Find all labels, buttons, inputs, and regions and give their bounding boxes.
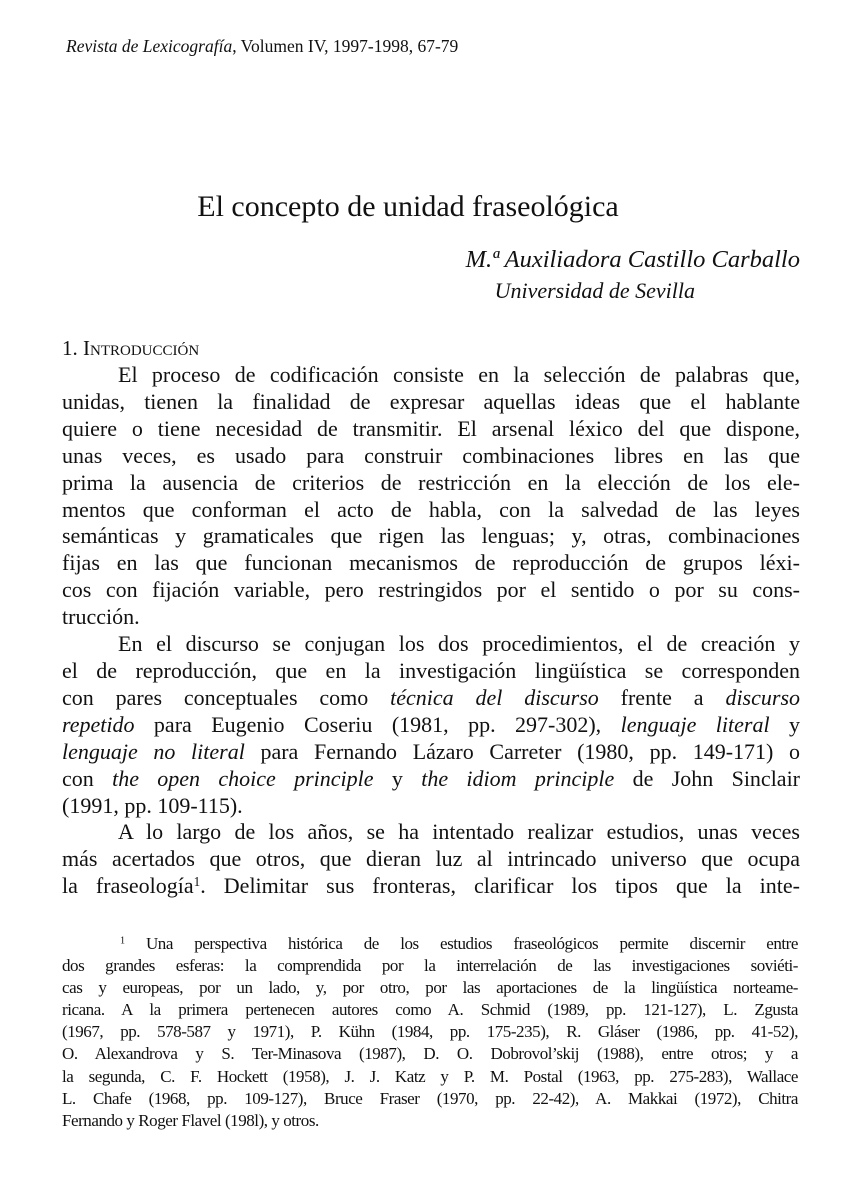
- text-line: [62, 955, 798, 977]
- text-run: dos grandes esferas: la comprendida por la interrelación de las investigaciones soviéti-: [62, 956, 798, 976]
- text-line: [62, 658, 800, 685]
- text-run: unidas, tienen la finalidad de expresar aquellas ideas que el hablante: [62, 388, 800, 414]
- text-run: trucción.: [62, 604, 140, 630]
- text-run: En el discurso se conjugan los dos procedimientos, el de creación y: [118, 631, 800, 657]
- text-line: [62, 470, 800, 497]
- text-run: ricana. A la primera pertenecen autores como A. Schmid (1989, pp. 121-127), L. Zgusta: [62, 1000, 798, 1020]
- article-title: El concepto de unidad fraseológica: [197, 190, 619, 223]
- text-line: [62, 443, 800, 470]
- text-line: [62, 416, 800, 443]
- text-line: [62, 977, 798, 999]
- text-line: [62, 389, 800, 416]
- text-line: [62, 793, 800, 820]
- text-line: [62, 1021, 798, 1043]
- text-line: [62, 1110, 798, 1132]
- text-run: para Eugenio Coseriu (1981, pp. 297-302),: [134, 711, 621, 737]
- text-line: [62, 631, 800, 658]
- text-line: [62, 819, 800, 846]
- italic-term: the open choice principle: [112, 765, 374, 791]
- text-run: Una perspectiva histórica de los estudios fraseológicos permite discernir entre: [124, 934, 798, 953]
- text-line: [62, 1043, 798, 1065]
- text-run: con pares conceptuales como: [62, 684, 391, 710]
- text-run: fijas en las que funcionan mecanismos de reproducción de grupos léxi-: [62, 550, 800, 576]
- italic-term: repetido: [62, 711, 135, 737]
- footnote-marker: 1: [120, 935, 125, 947]
- text-line: [62, 739, 800, 766]
- journal-volume-pages: , Volumen IV, 1997-1998, 67-79: [232, 36, 459, 56]
- text-run: . Delimitar sus fronteras, clarificar los tipos que la inte-: [200, 873, 801, 899]
- text-line: [62, 685, 800, 712]
- running-header: [66, 36, 458, 57]
- text-line: [62, 766, 800, 793]
- text-run: El proceso de codificación consiste en la selección de palabras que,: [118, 362, 800, 387]
- text-line: [62, 604, 800, 631]
- section-heading: 1. Introducción: [62, 336, 200, 360]
- text-run: mentos que conforman el acto de habla, con la salvedad de las leyes: [62, 496, 800, 522]
- text-line: [62, 873, 800, 900]
- text-run: L. Chafe (1968, pp. 109-127), Bruce Fraser (1970, pp. 22-42), A. Makkai (1972), Chitra: [62, 1088, 798, 1108]
- text-line: [62, 712, 800, 739]
- text-run: la fraseología: [62, 873, 194, 899]
- body-text: [62, 362, 800, 900]
- text-run: unas veces, es usado para construir combinaciones libres en las que: [62, 442, 800, 468]
- text-run: de John Sinclair: [614, 765, 801, 791]
- text-run: semánticas y gramaticales que rigen las lenguas; y, otras, combinaciones: [62, 523, 800, 549]
- text-run: O. Alexandrova y S. Ter-Minasova (1987), D. O. Dobrovol’skij (1988), entre otros; y a: [62, 1044, 798, 1064]
- text-run: y: [769, 711, 801, 737]
- text-line: [62, 362, 800, 389]
- italic-term: discurso: [725, 684, 800, 710]
- text-run: con: [62, 765, 113, 791]
- author-affiliation: Universidad de Sevilla: [494, 278, 695, 303]
- text-run: para Fernando Lázaro Carreter (1980, pp. 149-171) o: [244, 738, 801, 764]
- footnote-marker: 1: [193, 873, 201, 889]
- italic-term: the idiom principle: [421, 765, 615, 791]
- text-run: (1967, pp. 578-587 y 1971), P. Kühn (1984, pp. 175-235), R. Gláser (1986, pp. 41-52),: [62, 1022, 798, 1042]
- text-line: [62, 1088, 798, 1110]
- text-run: frente a: [598, 684, 726, 710]
- author-name: M.ª Auxiliadora Castillo Carballo: [465, 246, 800, 273]
- text-run: A lo largo de los años, se ha intentado realizar estudios, unas veces: [118, 819, 800, 845]
- italic-term: lenguaje literal: [620, 711, 770, 737]
- text-run: Fernando y Roger Flavel (198l), y otros.: [62, 1110, 319, 1130]
- journal-name: Revista de Lexicografía: [66, 36, 233, 56]
- text-line: [62, 933, 798, 955]
- text-run: el de reproducción, que en la investigación lingüística se corresponden: [62, 657, 800, 683]
- text-line: [62, 523, 800, 550]
- text-run: prima la ausencia de criterios de restricción en la elección de los ele-: [62, 469, 800, 495]
- text-run: cos con fijación variable, pero restringidos por el sentido o por su cons-: [62, 577, 800, 603]
- text-line: [62, 846, 800, 873]
- italic-term: técnica del discurso: [390, 684, 599, 710]
- text-run: cas y europeas, por un lado, y, por otro, por las aportaciones de la lingüística norteame-: [62, 978, 798, 998]
- text-line: [62, 1066, 798, 1088]
- text-line: [62, 497, 800, 524]
- text-run: la segunda, C. F. Hockett (1958), J. J. Katz y P. M. Postal (1963, pp. 275-283), Wallace: [62, 1066, 798, 1086]
- text-line: [62, 999, 798, 1021]
- text-run: más acertados que otros, que dieran luz al intrincado universo que ocupa: [62, 846, 800, 872]
- text-line: [62, 550, 800, 577]
- text-run: quiere o tiene necesidad de transmitir. El arsenal léxico del que dispone,: [62, 415, 800, 441]
- footnote: [62, 933, 798, 1132]
- italic-term: lenguaje no literal: [62, 738, 245, 764]
- text-line: [62, 577, 800, 604]
- text-run: (1991, pp. 109-115).: [62, 792, 243, 818]
- text-run: y: [373, 765, 422, 791]
